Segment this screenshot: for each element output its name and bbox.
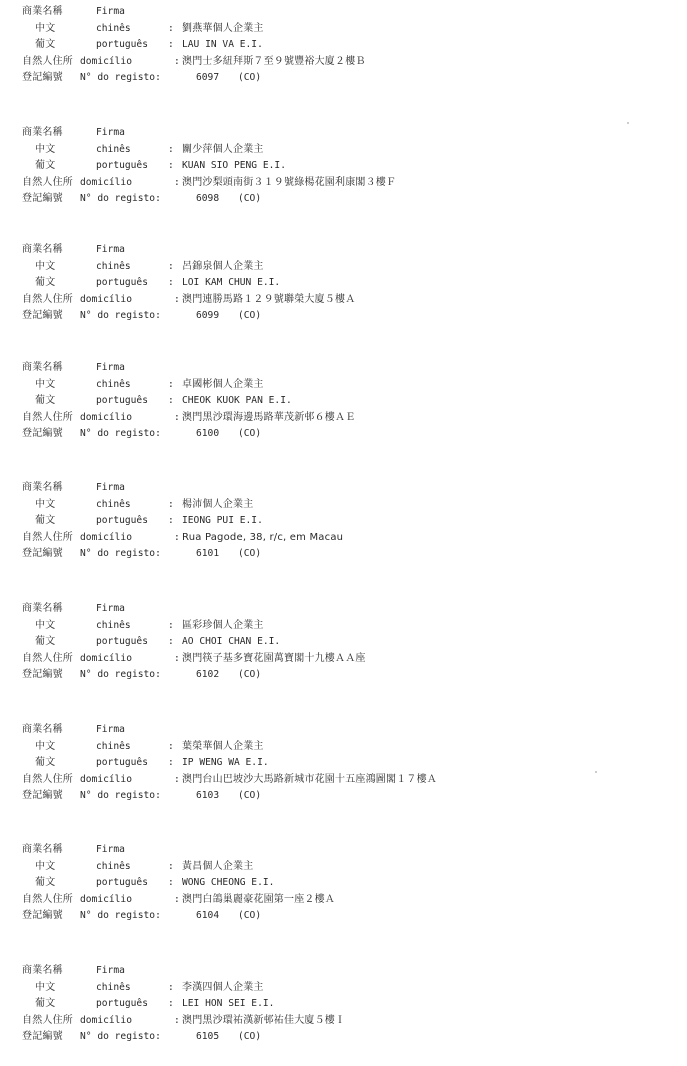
colon: : [168,981,174,993]
domicile-line [22,1013,662,1030]
colon: : [174,773,180,785]
domicile-line [22,530,662,547]
registration-record [22,722,662,805]
domicile-label-zh: 自然人住所 [22,176,73,188]
domicile-label-pt: domicílio [80,55,132,67]
domicile-label-zh: 自然人住所 [22,293,73,305]
firm-name-pt: LEI HON SEI E.I. [182,998,275,1009]
chinese-label-pt: chinês [96,860,131,872]
domicile-line [22,772,662,789]
registration-code: (CO) [238,428,262,439]
scan-speck [595,771,597,773]
domicile-line [22,292,662,309]
chinese-label-zh: 中文 [35,498,56,510]
registration-label-zh: 登記編號 [22,1031,63,1042]
chinese-name-line [22,259,662,276]
firm-header-line [22,480,662,497]
colon: : [168,998,174,1009]
colon: : [174,411,180,423]
firm-header-line [22,601,662,618]
domicile-line [22,54,662,71]
registration-line [22,908,662,925]
registration-code: (CO) [238,790,262,801]
domicile-address: 澳門黑沙環祐漢新邨祐佳大廈５樓Ｉ [182,1014,346,1026]
colon: : [168,395,174,406]
chinese-label-zh: 中文 [35,619,56,631]
chinese-label-pt: chinês [96,143,131,155]
firm-header-line [22,360,662,377]
portuguese-name-line [22,634,662,651]
domicile-address: 澳門士多紐拜斯７至９號豐裕大廈２樓Ｂ [182,55,366,67]
registration-record [22,125,662,208]
firm-header-line [22,963,662,980]
domicile-line [22,892,662,909]
firm-label-zh: 商業名稱 [22,844,63,855]
colon: : [168,143,174,155]
portuguese-label-pt: português [96,636,148,647]
portuguese-label-zh: 葡文 [35,395,56,406]
registration-code: (CO) [238,72,262,83]
chinese-label-zh: 中文 [35,22,56,34]
registration-label-pt: N° do registo: [80,910,161,921]
firm-name-zh: 黃昌個人企業主 [182,860,254,872]
chinese-label-zh: 中文 [35,860,56,872]
firm-label-pt: Firma [96,603,125,614]
domicile-address: 澳門台山巴坡沙大馬路新城市花園十五座鴻圖閣１７樓Ａ [182,773,437,785]
domicile-address: 澳門連勝馬路１２９號聯榮大廈５樓Ａ [182,293,356,305]
registration-line [22,546,662,563]
registration-line [22,667,662,684]
portuguese-label-zh: 葡文 [35,877,56,888]
firm-name-zh: 劉燕華個人企業主 [182,22,264,34]
colon: : [168,636,174,647]
chinese-name-line [22,739,662,756]
firm-header-line [22,842,662,859]
colon: : [174,531,180,543]
registration-number: 6099 [196,310,220,321]
registration-number: 6098 [196,193,220,204]
firm-name-zh: 葉榮華個人企業主 [182,740,264,752]
firm-label-zh: 商業名稱 [22,603,63,614]
firm-label-zh: 商業名稱 [22,244,63,255]
registration-code: (CO) [238,1031,262,1042]
registration-label-pt: N° do registo: [80,193,161,204]
chinese-label-pt: chinês [96,981,131,993]
domicile-label-pt: domicílio [80,176,132,188]
registration-line [22,426,662,443]
firm-header-line [22,4,662,21]
chinese-label-pt: chinês [96,260,131,272]
firm-name-zh: 楊沛個人企業主 [182,498,254,510]
registration-code: (CO) [238,310,262,321]
colon: : [168,277,174,288]
chinese-name-line [22,377,662,394]
portuguese-name-line [22,158,662,175]
domicile-label-zh: 自然人住所 [22,411,73,423]
registration-label-zh: 登記編號 [22,72,63,83]
registration-label-pt: N° do registo: [80,1031,161,1042]
chinese-label-pt: chinês [96,498,131,510]
firm-label-pt: Firma [96,127,125,138]
scan-speck [627,122,629,124]
firm-label-pt: Firma [96,844,125,855]
portuguese-name-line [22,755,662,772]
domicile-label-zh: 自然人住所 [22,1014,73,1026]
firm-header-line [22,242,662,259]
domicile-label-pt: domicílio [80,893,132,905]
domicile-address: 澳門沙梨頭南街３１９號綠楊花園利康閣３樓Ｆ [182,176,397,188]
domicile-address: 澳門白鴿巢麗豪花園第一座２樓Ａ [182,893,335,905]
registration-label-zh: 登記編號 [22,669,63,680]
chinese-name-line [22,618,662,635]
colon: : [168,498,174,510]
colon: : [174,893,180,905]
firm-name-zh: 李漢四個人企業主 [182,981,264,993]
chinese-label-pt: chinês [96,22,131,34]
chinese-label-zh: 中文 [35,740,56,752]
domicile-label-pt: domicílio [80,531,132,543]
registration-number: 6101 [196,548,220,559]
registration-label-pt: N° do registo: [80,790,161,801]
domicile-line [22,175,662,192]
firm-name-zh: 呂錦泉個人企業主 [182,260,264,272]
portuguese-label-zh: 葡文 [35,160,56,171]
firm-label-zh: 商業名稱 [22,482,63,493]
registration-line [22,191,662,208]
chinese-label-zh: 中文 [35,143,56,155]
portuguese-label-zh: 葡文 [35,277,56,288]
registration-number: 6103 [196,790,220,801]
registration-record [22,4,662,87]
registration-line [22,1029,662,1046]
registration-number: 6102 [196,669,220,680]
portuguese-label-pt: português [96,757,148,768]
domicile-label-pt: domicílio [80,652,132,664]
registration-label-zh: 登記編號 [22,310,63,321]
colon: : [174,55,180,67]
firm-header-line [22,125,662,142]
portuguese-name-line [22,275,662,292]
chinese-label-zh: 中文 [35,260,56,272]
registration-label-pt: N° do registo: [80,310,161,321]
firm-label-pt: Firma [96,965,125,976]
firm-name-pt: IEONG PUI E.I. [182,515,263,526]
registration-label-zh: 登記編號 [22,910,63,921]
firm-label-zh: 商業名稱 [22,724,63,735]
colon: : [168,860,174,872]
chinese-name-line [22,21,662,38]
registration-label-pt: N° do registo: [80,72,161,83]
chinese-label-zh: 中文 [35,378,56,390]
firm-name-zh: 區彩珍個人企業主 [182,619,264,631]
firm-header-line [22,722,662,739]
portuguese-label-pt: português [96,160,148,171]
registration-number: 6100 [196,428,220,439]
registration-record [22,601,662,684]
domicile-line [22,410,662,427]
registration-record [22,242,662,325]
chinese-name-line [22,142,662,159]
firm-label-pt: Firma [96,362,125,373]
firm-name-zh: 卓國彬個人企業主 [182,378,264,390]
firm-label-pt: Firma [96,244,125,255]
portuguese-label-pt: português [96,277,148,288]
registration-line [22,70,662,87]
registration-label-zh: 登記編號 [22,548,63,559]
colon: : [174,293,180,305]
firm-label-pt: Firma [96,724,125,735]
firm-label-pt: Firma [96,6,125,17]
domicile-label-zh: 自然人住所 [22,531,73,543]
portuguese-name-line [22,393,662,410]
firm-name-pt: LOI KAM CHUN E.I. [182,277,281,288]
domicile-label-zh: 自然人住所 [22,893,73,905]
domicile-address: 澳門筷子基多寶花園萬寶閣十九樓ＡＡ座 [182,652,366,664]
colon: : [174,1014,180,1026]
portuguese-label-zh: 葡文 [35,757,56,768]
domicile-label-zh: 自然人住所 [22,652,73,664]
registration-record [22,360,662,443]
firm-label-zh: 商業名稱 [22,362,63,373]
firm-label-zh: 商業名稱 [22,127,63,138]
colon: : [174,652,180,664]
portuguese-label-zh: 葡文 [35,998,56,1009]
registration-label-zh: 登記編號 [22,428,63,439]
portuguese-name-line [22,37,662,54]
domicile-address: Rua Pagode, 38, r/c, em Macau [182,531,344,543]
portuguese-label-zh: 葡文 [35,515,56,526]
portuguese-label-pt: português [96,877,148,888]
colon: : [168,39,174,50]
portuguese-label-pt: português [96,39,148,50]
registration-code: (CO) [238,669,262,680]
firm-label-zh: 商業名稱 [22,965,63,976]
portuguese-name-line [22,875,662,892]
colon: : [168,740,174,752]
registration-line [22,788,662,805]
domicile-label-zh: 自然人住所 [22,773,73,785]
firm-name-pt: AO CHOI CHAN E.I. [182,636,281,647]
registration-number: 6097 [196,72,220,83]
colon: : [168,619,174,631]
portuguese-label-zh: 葡文 [35,636,56,647]
portuguese-label-pt: português [96,998,148,1009]
registration-record [22,842,662,925]
chinese-name-line [22,980,662,997]
registration-label-pt: N° do registo: [80,669,161,680]
firm-name-pt: LAU IN VA E.I. [182,39,263,50]
registration-label-zh: 登記編號 [22,193,63,204]
colon: : [168,515,174,526]
firm-name-pt: CHEOK KUOK PAN E.I. [182,395,292,406]
portuguese-label-pt: português [96,395,148,406]
registration-line [22,308,662,325]
colon: : [168,378,174,390]
domicile-line [22,651,662,668]
portuguese-label-zh: 葡文 [35,39,56,50]
portuguese-name-line [22,513,662,530]
colon: : [168,260,174,272]
registration-number: 6105 [196,1031,220,1042]
registration-label-zh: 登記編號 [22,790,63,801]
chinese-name-line [22,497,662,514]
colon: : [168,757,174,768]
domicile-label-pt: domicílio [80,411,132,423]
registration-record [22,963,662,1046]
firm-name-pt: KUAN SIO PENG E.I. [182,160,286,171]
registration-label-pt: N° do registo: [80,428,161,439]
registration-record [22,480,662,563]
domicile-label-zh: 自然人住所 [22,55,73,67]
colon: : [174,176,180,188]
chinese-label-pt: chinês [96,740,131,752]
registration-code: (CO) [238,910,262,921]
registration-label-pt: N° do registo: [80,548,161,559]
portuguese-name-line [22,996,662,1013]
chinese-name-line [22,859,662,876]
colon: : [168,160,174,171]
firm-label-pt: Firma [96,482,125,493]
chinese-label-pt: chinês [96,378,131,390]
domicile-label-pt: domicílio [80,773,132,785]
registration-code: (CO) [238,193,262,204]
firm-name-pt: WONG CHEONG E.I. [182,877,275,888]
domicile-label-pt: domicílio [80,293,132,305]
firm-name-zh: 關少萍個人企業主 [182,143,264,155]
registration-number: 6104 [196,910,220,921]
colon: : [168,877,174,888]
firm-name-pt: IP WENG WA E.I. [182,757,269,768]
domicile-address: 澳門黑沙環海邊馬路華茂新邨６樓ＡＥ [182,411,356,423]
colon: : [168,22,174,34]
domicile-label-pt: domicílio [80,1014,132,1026]
chinese-label-pt: chinês [96,619,131,631]
firm-label-zh: 商業名稱 [22,6,63,17]
portuguese-label-pt: português [96,515,148,526]
registration-code: (CO) [238,548,262,559]
chinese-label-zh: 中文 [35,981,56,993]
